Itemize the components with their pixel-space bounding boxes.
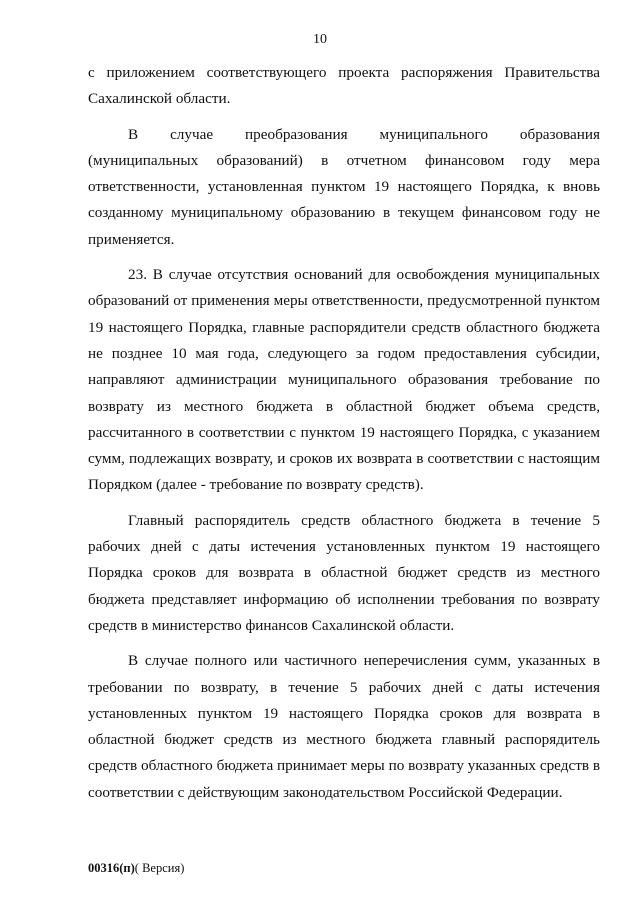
page-number: 10 <box>313 32 327 47</box>
document-code: 00316(п) <box>88 861 135 875</box>
paragraph-non-transfer: В случае полного или частичного неперечисления сумм, указанных в требовании по возврату, в течение 5 рабочих дней с даты истечения установленных пунктом 19 настоящего Порядка сроков для возврата в областной бюджет средств из местного бюджета главный распорядитель средств областного бюджета принимает меры по возврату указанных средств в соответствии с действующим законодательством Российской Федерации. <box>88 652 600 801</box>
document-body <box>88 60 600 806</box>
paragraph-chief-administrator: Главный распорядитель средств областного бюджета в течение 5 рабочих дней с даты истечения установленных пунктом 19 настоящего Порядка сроков для возврата в областной бюджет средств из местного бюджета представляет информацию об исполнении требования по возврату средств в министерство финансов Сахалинской области. <box>88 511 600 634</box>
paragraph-continuation: с приложением соответствующего проекта распоряжения Правительства Сахалинской области. <box>88 64 600 108</box>
document-footer <box>88 861 184 876</box>
paragraph-transformation-clause: В случае преобразования муниципального образования (муниципальных образований) в отчетном финансовом году мера ответственности, установленная пунктом 19 настоящего Порядка, к вновь созданному муниципальному образованию в текущем финансовом году не применяется. <box>88 125 600 248</box>
document-version: ( Версия) <box>134 861 185 875</box>
paragraph-item-23: 23. В случае отсутствия оснований для освобождения муниципальных образований от применения меры ответственности, предусмотренной пунктом 19 настоящего Порядка, главные распорядители средств областного бюджета не позднее 10 мая года, следующего за годом предоставления субсидии, направляют администрации муниципального образования требование по возврату из местного бюджета в областной бюджет объема средств, рассчитанного в соответствии с пунктом 19 настоящего Порядка, с указанием сумм, подлежащих возврату, и сроков их возврата в соответствии с настоящим Порядком (далее - требование по возврату средств). <box>88 266 600 494</box>
